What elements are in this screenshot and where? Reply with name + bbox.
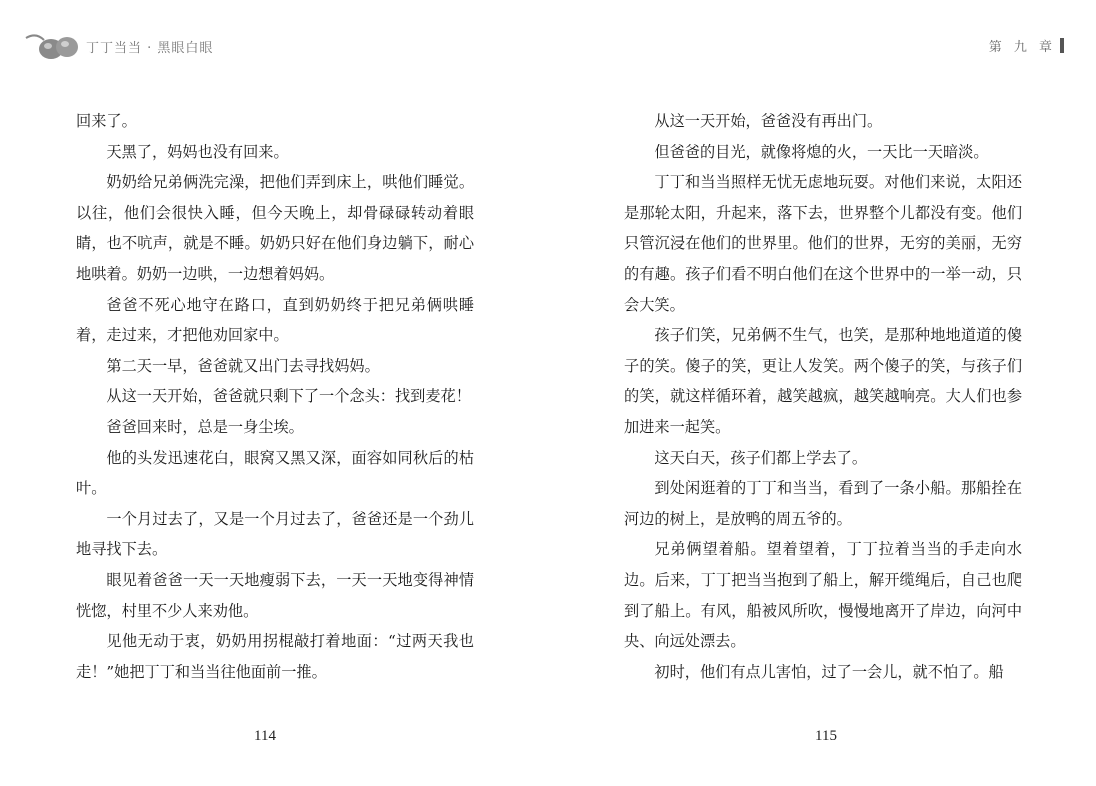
paragraph: 一个月过去了，又是一个月过去了，爸爸还是一个劲儿地寻找下去。 [76,509,474,559]
paragraph: 回来了。 [76,112,137,130]
right-page-body [624,106,1022,687]
paragraph: 初时，他们有点儿害怕，过了一会儿，就不怕了。船 [654,662,1004,681]
paragraph: 第二天一早，爸爸就又出门去寻找妈妈。 [106,356,380,375]
paragraph: 眼见着爸爸一天一天地瘦弱下去，一天一天地变得神情恍惚，村里不少人来劝他。 [76,570,474,620]
left-page-body [76,106,474,687]
paragraph: 见他无动于衷，奶奶用拐棍敲打着地面：“过两天我也走！”她把丁丁和当当往他面前一推。 [76,632,474,681]
paragraph: 到处闲逛着的丁丁和当当，看到了一条小船。那船拴在河边的树上，是放鸭的周五爷的。 [624,479,1022,528]
header-right [989,36,1064,55]
paragraph: 奶奶给兄弟俩洗完澡，把他们弄到床上，哄他们睡觉。以往，他们会很快入睡，但今天晚上，却骨碌碌转动着眼睛，也不吭声，就是不睡。奶奶只好在他们身边躺下，耐心地哄着。奶奶一边哄，一边想着妈妈。 [76,173,474,283]
gourd-logo-icon [24,28,82,64]
paragraph: 爸爸回来时，总是一身尘埃。 [106,417,304,436]
header-left [24,28,213,64]
header-bar-mark [1060,38,1064,53]
paragraph: 从这一天开始，爸爸就只剩下了一个念头：找到麦花！ [106,387,471,406]
page-number-left: 114 [254,728,276,744]
paragraph: 丁丁和当当照样无忧无虑地玩耍。对他们来说，太阳还是那轮太阳，升起来，落下去，世界整个儿都没有变。他们只管沉浸在他们的世界里。他们的世界，无穷的美丽，无穷的有趣。孩子们看不明白他们在这个世界中的一举一动，只会大笑。 [624,173,1022,314]
chapter-title: 第 九 章 [988,40,1056,55]
paragraph: 但爸爸的目光，就像将熄的火，一天比一天暗淡。 [654,142,989,161]
paragraph: 兄弟俩望着船。望着望着，丁丁拉着当当的手走向水边。后来，丁丁把当当抱到了船上，解开缆绳后，自己也爬到了船上。有风，船被风所吹，慢慢地离开了岸边，向河中央、向远处漂去。 [624,540,1022,651]
series-title: 丁丁当当 · 黑眼白眼 [86,40,214,56]
page-number-right: 115 [815,728,837,744]
paragraph: 爸爸不死心地守在路口，直到奶奶终于把兄弟俩哄睡着，走过来，才把他劝回家中。 [76,295,474,345]
paragraph: 他的头发迅速花白，眼窝又黑又深，面容如同秋后的枯叶。 [76,448,474,498]
paragraph: 孩子们笑，兄弟俩不生气，也笑，是那种地地道道的傻子的笑。傻子的笑，更让人发笑。两个傻子的笑，与孩子们的笑，就这样循环着，越笑越疯，越笑越响亮。大人们也参加进来一起笑。 [624,326,1022,436]
paragraph: 天黑了，妈妈也没有回来。 [106,142,289,161]
paragraph: 从这一天开始，爸爸没有再出门。 [654,112,883,130]
paragraph: 这天白天，孩子们都上学去了。 [654,448,868,467]
